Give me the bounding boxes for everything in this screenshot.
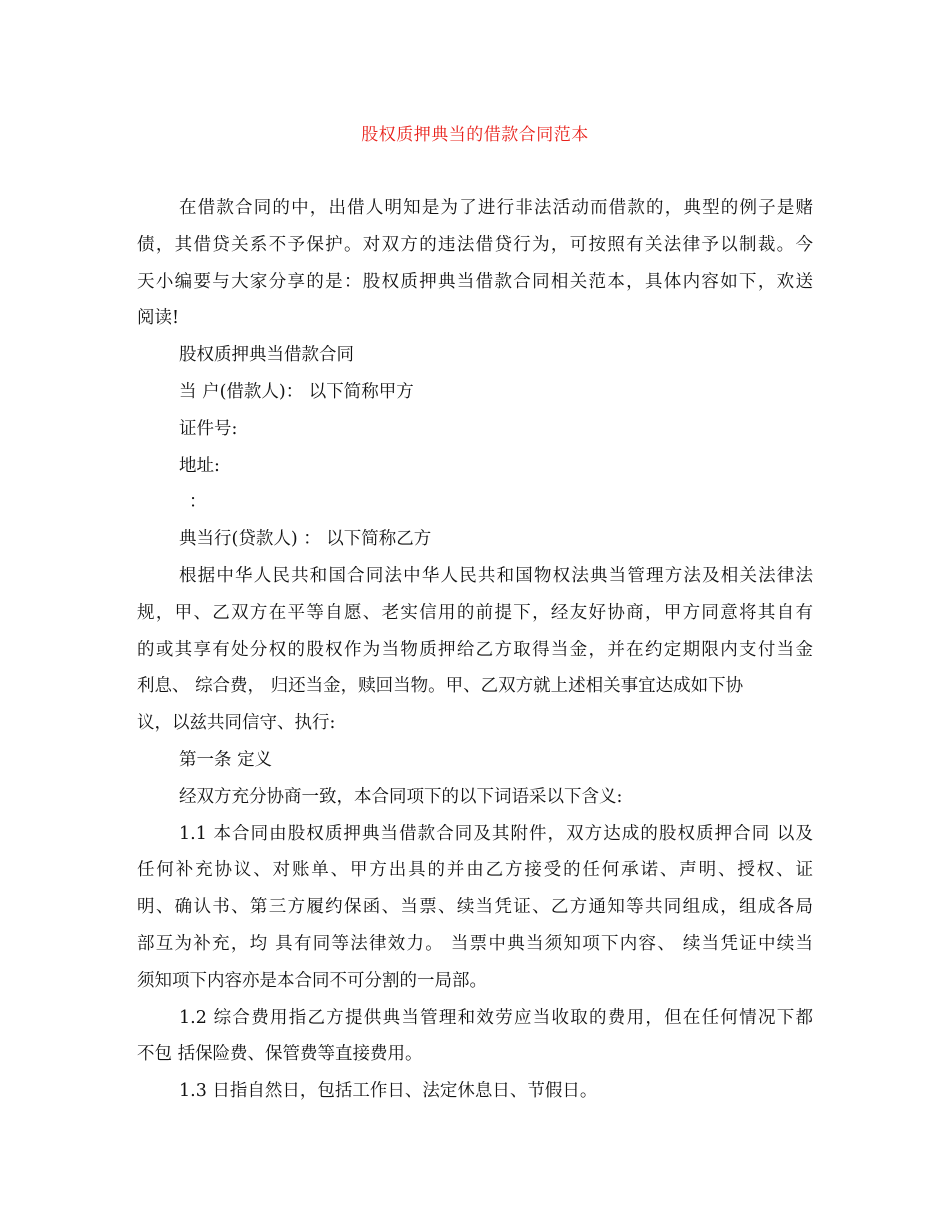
body-line: 阅读! xyxy=(137,308,180,329)
document-title: 股权质押典当的借款合同范本 xyxy=(361,125,589,145)
body-line: 明、确认书、第三方履约保函、当票、续当凭证、乙方通知等共同组成，组成各局 xyxy=(137,897,813,918)
body-line: 第一条 定义 xyxy=(179,749,273,770)
body-line: 任何补充协议、对账单、甲方出具的并由乙方接受的任何承诺、声明、授权、证 xyxy=(137,860,813,881)
body-line: 经双方充分协商一致，本合同项下的以下词语采以下含义: xyxy=(179,786,623,807)
body-line: 的或其享有处分权的股权作为当物质押给乙方取得当金，并在约定期限内支付当金 xyxy=(137,639,813,660)
body-line: 不包 括保险费、保管费等直接费用。 xyxy=(137,1044,423,1065)
document-body xyxy=(137,190,813,1110)
body-line: 规，甲、乙双方在平等自愿、老实信用的前提下，经友好协商，甲方同意将其自有 xyxy=(137,602,813,623)
body-line: 地址: xyxy=(179,455,220,476)
body-line: 1.2 综合费用指乙方提供典当管理和效劳应当收取的费用，但在任何情况下都 xyxy=(179,1007,813,1028)
body-line: 1.3 日指自然日，包括工作日、法定休息日、节假日。 xyxy=(179,1081,598,1102)
body-line: 天小编要与大家分享的是：股权质押典当借款合同相关范本，具体内容如下，欢送 xyxy=(137,271,813,292)
body-line: 债，其借贷关系不予保护。对双方的违法借贷行为，可按照有关法律予以制裁。今 xyxy=(137,234,813,255)
body-line: ： xyxy=(189,492,207,513)
body-line: 股权质押典当借款合同 xyxy=(179,345,354,366)
body-line: 根据中华人民共和国合同法中华人民共和国物权法典当管理方法及相关法律法 xyxy=(179,565,813,586)
body-line: 部互为补充，均 具有同等法律效力。 当票中典当须知项下内容、 续当凭证中续当 xyxy=(137,933,813,954)
body-line: 利息、 综合费， 归还当金，赎回当物。甲、乙双方就上述相关事宜达成如下协 xyxy=(137,676,744,697)
body-line: 当 户(借款人)： 以下简称甲方 xyxy=(179,381,414,402)
body-line: 在借款合同的中，出借人明知是为了进行非法活动而借款的，典型的例子是赌 xyxy=(179,198,813,218)
body-line: 证件号: xyxy=(179,418,238,439)
body-line: 议，以兹共同信守、执行: xyxy=(137,713,336,734)
body-line: 须知项下内容亦是本合同不可分割的一局部。 xyxy=(137,970,487,991)
body-line: 典当行(贷款人) ： 以下简称乙方 xyxy=(179,529,432,550)
body-line: 1.1 本合同由股权质押典当借款合同及其附件，双方达成的股权质押合同 以及 xyxy=(179,823,813,844)
